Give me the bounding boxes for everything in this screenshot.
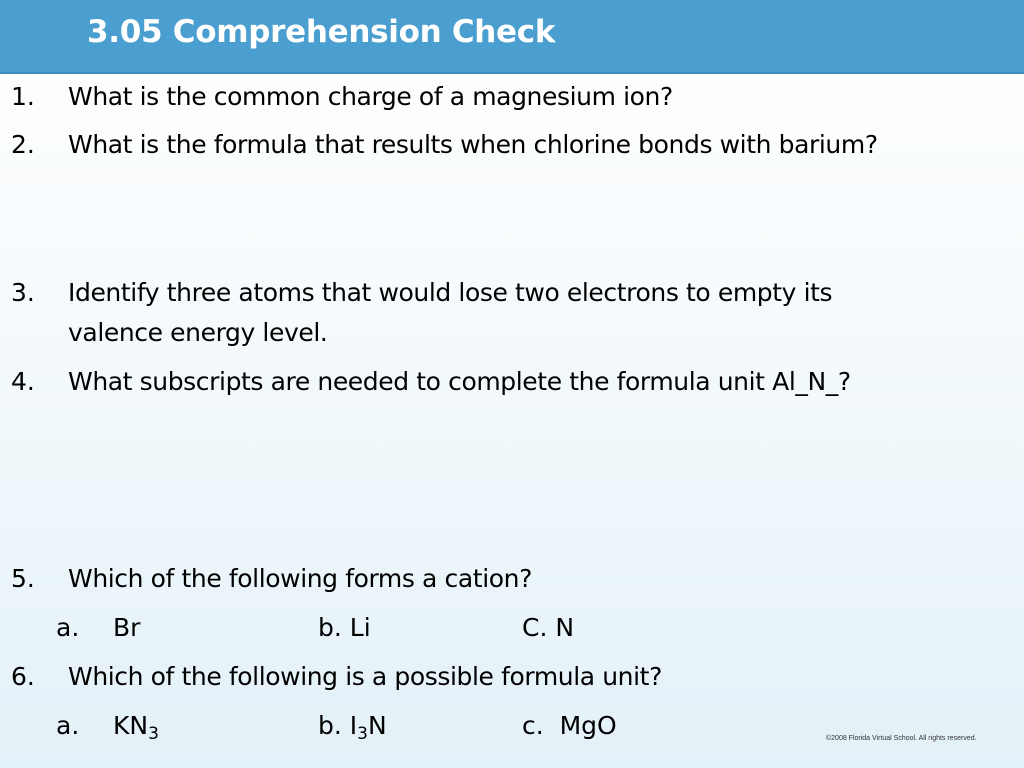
question-5-number: 5. — [11, 564, 35, 593]
question-1-text: What is the common charge of a magnesium ion? — [68, 82, 673, 111]
question-6-option-c: c. MgO — [522, 711, 617, 740]
question-4-text: What subscripts are needed to complete the formula unit Al_N_? — [68, 367, 851, 396]
question-3-text-line-2: valence energy level. — [68, 318, 328, 347]
question-5-option-b: b. Li — [318, 613, 371, 642]
question-6-number: 6. — [11, 662, 35, 691]
question-3-text-line-1: Identify three atoms that would lose two electrons to empty its — [68, 278, 833, 307]
question-5-option-letter: a. — [56, 613, 80, 642]
question-6-text: Which of the following is a possible formula unit? — [68, 662, 662, 691]
title-bar — [0, 0, 1024, 74]
question-2-number: 2. — [11, 130, 35, 159]
question-5-option-a: Br — [113, 613, 141, 642]
slide-title: 3.05 Comprehension Check — [87, 14, 556, 50]
question-1-number: 1. — [11, 82, 35, 111]
question-6-option-a — [113, 711, 159, 744]
option-b-prefix: b. I — [318, 711, 358, 740]
option-b-after: N — [367, 711, 387, 740]
question-2-text: What is the formula that results when chlorine bonds with barium? — [68, 130, 878, 159]
question-6-option-letter: a. — [56, 711, 80, 740]
question-5-option-c: C. N — [522, 613, 575, 642]
question-6-option-b — [318, 711, 387, 744]
option-a-subscript: 3 — [148, 724, 159, 744]
option-b-subscript: 3 — [357, 724, 368, 744]
question-3-number: 3. — [11, 278, 35, 307]
option-a-base: KN — [113, 711, 149, 740]
copyright-notice: ©2008 Florida Virtual School. All rights reserved. — [826, 735, 977, 742]
question-5-text: Which of the following forms a cation? — [68, 564, 532, 593]
question-4-number: 4. — [11, 367, 35, 396]
